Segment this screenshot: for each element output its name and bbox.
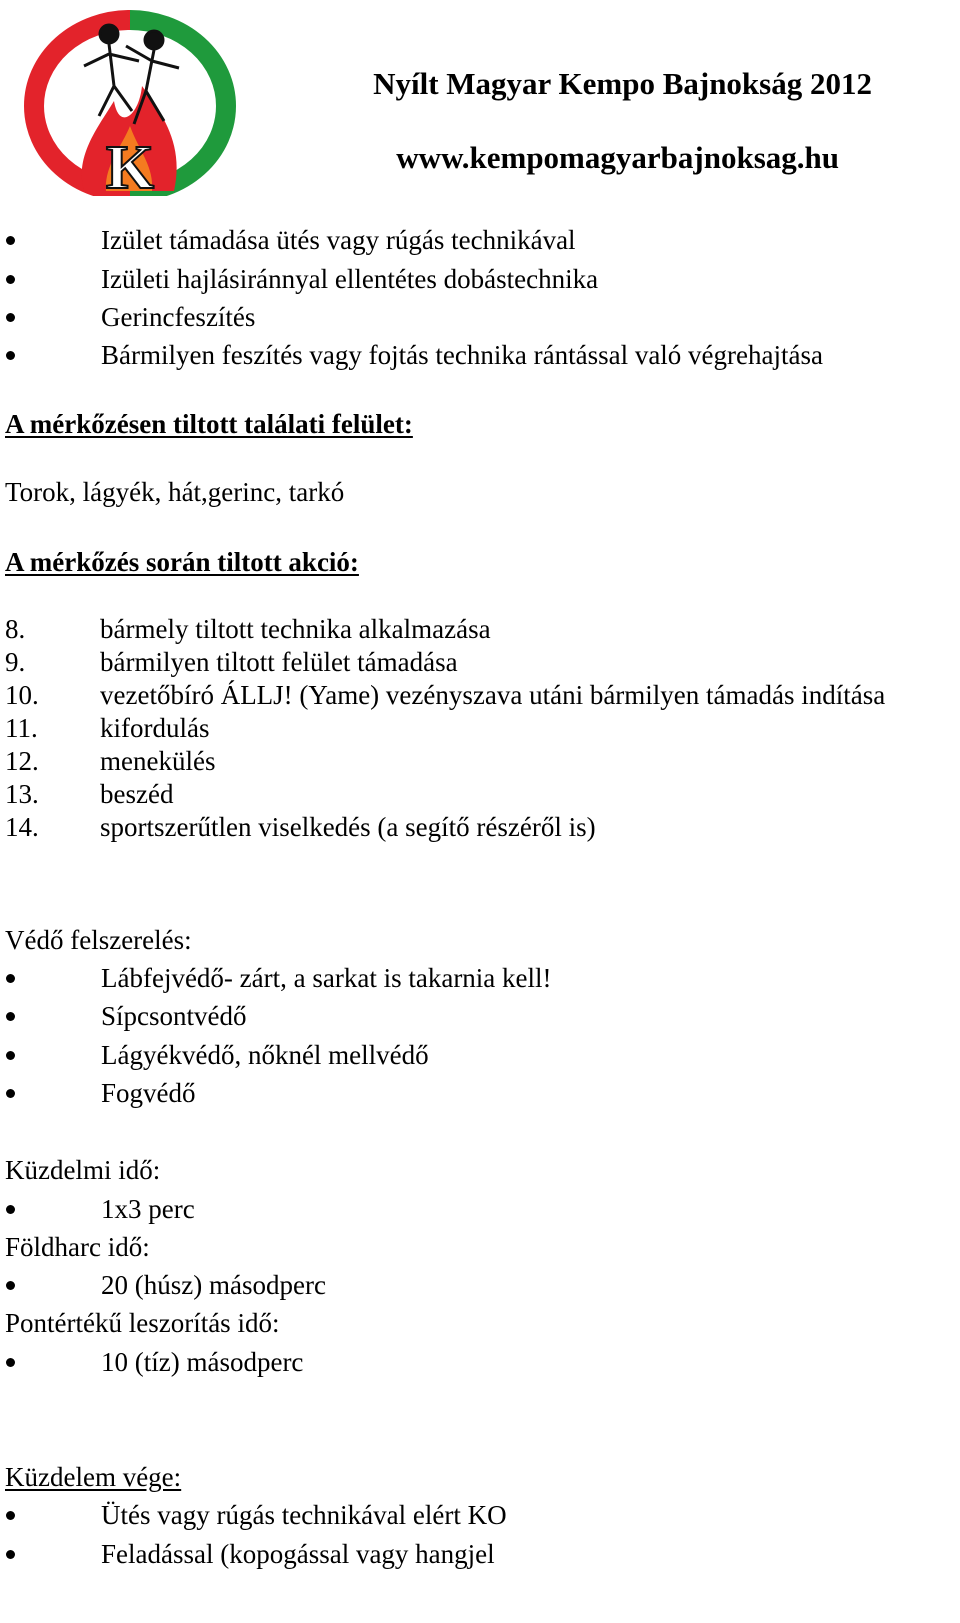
section-heading-forbidden-actions: A mérkőzés során tiltott akció: [5,547,359,577]
bullet-icon [6,1012,15,1021]
section-heading-fight-end: Küzdelem vége: [5,1462,182,1492]
svg-text:K: K [105,134,155,196]
bullet-icon [6,1511,15,1520]
bullet-icon [6,313,15,322]
bullet-icon [6,351,15,360]
event-title: Nyílt Magyar Kempo Bajnokság 2012 [373,66,872,101]
bullet-icon [6,275,15,284]
section-heading-equipment: Védő felszerelés: [5,925,192,955]
bullet-icon [6,236,15,245]
bullet-icon [6,1205,15,1214]
section-heading-ground-time: Földharc idő: [5,1232,150,1262]
section-heading-fight-time: Küzdelmi idő: [5,1155,161,1185]
bullet-icon [6,1051,15,1060]
section-heading-forbidden-area: A mérkőzésen tiltott találati felület: [5,409,413,439]
section-heading-hold-time: Pontértékű leszorítás idő: [5,1308,280,1338]
bullet-icon [6,1550,15,1559]
bullet-icon [6,1089,15,1098]
bullet-icon [6,974,15,983]
event-website: www.kempomagyarbajnoksag.hu [396,140,839,175]
bullet-icon [6,1358,15,1367]
kempo-logo [14,6,246,196]
forbidden-area-text: Torok, lágyék, hát,gerinc, tarkó [5,477,345,507]
bullet-icon [6,1281,15,1290]
